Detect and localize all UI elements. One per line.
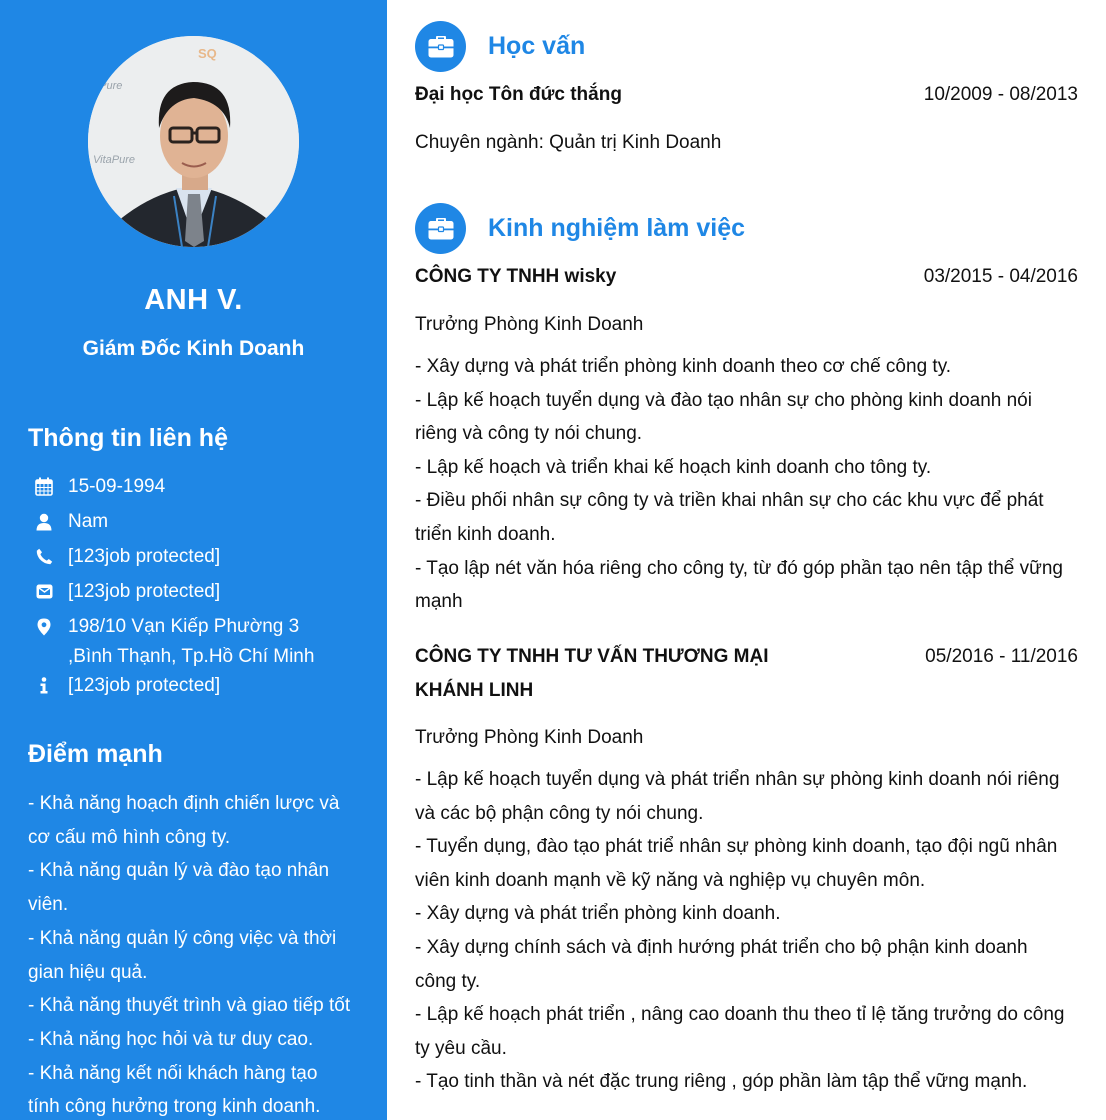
job-duty-line: - Tuyển dụng, đào tạo phát triể nhân sự phòng kinh doanh, tạo đội ngũ nhân xyxy=(415,836,1058,858)
candidate-name: ANH V. xyxy=(144,284,243,316)
contact-info xyxy=(32,671,372,701)
address-line-1: 198/10 Vạn Kiếp Phường 3 xyxy=(68,616,300,637)
job-entry-header xyxy=(415,260,1078,294)
job-duty-line: - Xây dựng chính sách và định hướng phát triển cho bộ phận kinh doanh xyxy=(415,936,1028,958)
phone-icon xyxy=(32,542,56,571)
school-name: Đại học Tôn đức thắng xyxy=(415,84,622,105)
job-duty-line: - Lập kế hoạch phát triển , nâng cao doanh thu theo tỉ lệ tăng trưởng do công xyxy=(415,1004,1065,1026)
job-duty-line: riêng và công ty nói chung. xyxy=(415,423,643,445)
job-description xyxy=(415,350,1078,619)
envelope-icon xyxy=(32,577,56,606)
company-name: CÔNG TY TNHH wisky xyxy=(415,266,617,287)
briefcase-icon xyxy=(415,203,466,254)
job-period: 05/2016 - 11/2016 xyxy=(925,646,1078,667)
job-duty-line: mạnh xyxy=(415,591,463,613)
strength-line: - Khả năng thuyết trình và giao tiếp tốt xyxy=(28,995,351,1017)
strength-line: - Khả năng học hỏi và tư duy cao. xyxy=(28,1028,314,1050)
contact-list xyxy=(32,472,372,706)
info-icon xyxy=(32,671,56,700)
education-period: 10/2009 - 08/2013 xyxy=(923,84,1078,105)
strength-line: gian hiệu quả. xyxy=(28,961,148,983)
contact-birthday xyxy=(32,472,372,502)
svg-text:aPure: aPure xyxy=(93,80,123,92)
job-duty-line: - Lập kế hoạch và triển khai kế hoạch kinh doanh cho tông ty. xyxy=(415,456,932,478)
job-duty-line: - Tạo tinh thần và nét đặc trung riêng , góp phần làm tập thể vững mạnh. xyxy=(415,1071,1028,1093)
briefcase-icon xyxy=(415,21,466,72)
job-duty-line: triển kinh doanh. xyxy=(415,523,556,545)
strength-line: - Khả năng quản lý và đào tạo nhân xyxy=(28,860,330,882)
experience-section-header xyxy=(415,203,745,254)
strengths-list xyxy=(28,787,373,1120)
job-duty-line: - Xây dựng và phát triển phòng kinh doanh. xyxy=(415,903,781,925)
strength-line: tính công hưởng trong kinh doanh. xyxy=(28,1096,321,1118)
company-name xyxy=(415,640,815,707)
strength-line: - Khả năng hoạch định chiến lược và xyxy=(28,793,340,814)
birthday-value: 15-09-1994 xyxy=(68,476,166,497)
strength-line: cơ cấu mô hình công ty. xyxy=(28,826,231,848)
user-icon xyxy=(32,507,56,536)
contact-address xyxy=(32,612,372,671)
strength-line: viên. xyxy=(28,894,69,916)
map-marker-icon xyxy=(32,612,56,641)
contact-gender xyxy=(32,507,372,537)
job-position: Trưởng Phòng Kinh Doanh xyxy=(415,727,644,748)
job-duty-line: và các bộ phận công ty nói chung. xyxy=(415,802,704,824)
candidate-job-title: Giám Đốc Kinh Doanh xyxy=(82,337,305,360)
contact-phone xyxy=(32,542,372,572)
strength-line: - Khả năng kết nối khách hàng tạo xyxy=(28,1062,318,1084)
job-duty-line: - Điều phối nhân sự công ty và triền khai nhân sự cho các khu vực để phát xyxy=(415,490,1044,512)
address-line-2: ,Bình Thạnh, Tp.Hồ Chí Minh xyxy=(68,645,315,667)
strength-line: - Khả năng quản lý công việc và thời xyxy=(28,927,337,949)
education-section-header xyxy=(415,21,585,72)
job-duty-line: - Xây dựng và phát triển phòng kinh doanh theo cơ chế công ty. xyxy=(415,356,952,377)
experience-title: Kinh nghiệm làm việc xyxy=(488,214,746,242)
job-position: Trưởng Phòng Kinh Doanh xyxy=(415,314,644,335)
email-value[interactable]: [123job protected] xyxy=(68,581,221,602)
job-duty-line: - Lập kế hoạch tuyển dụng và đào tạo nhân sự cho phòng kinh doanh nói xyxy=(415,389,1032,411)
calendar-icon xyxy=(32,472,56,501)
strengths-heading: Điểm mạnh xyxy=(28,740,163,768)
company-name-line-2: KHÁNH LINH xyxy=(415,679,534,701)
job-duty-line: viên kinh doanh mạnh về kỹ năng và nghiệp vụ chuyên môn. xyxy=(415,869,926,891)
job-duty-line: ty yêu cầu. xyxy=(415,1037,507,1059)
sidebar xyxy=(0,0,387,1120)
job-duty-line: - Tạo lập nét văn hóa riêng cho công ty, từ đó góp phần tạo nên tập thể vững xyxy=(415,557,1063,579)
job-period: 03/2015 - 04/2016 xyxy=(923,266,1078,287)
phone-value[interactable]: [123job protected] xyxy=(68,546,221,567)
profile-photo-icon xyxy=(88,36,299,247)
education-title: Học vấn xyxy=(488,32,586,60)
education-entry xyxy=(415,78,1078,112)
svg-text:SQ: SQ xyxy=(198,46,217,61)
info-value: [123job protected] xyxy=(68,675,221,696)
education-major: Chuyên ngành: Quản trị Kinh Doanh xyxy=(415,132,722,153)
job-entry-header xyxy=(415,640,1078,707)
contact-heading: Thông tin liên hệ xyxy=(28,424,228,452)
company-name-line-1: CÔNG TY TNHH TƯ VẤN THƯƠNG MẠI xyxy=(415,646,769,667)
job-description xyxy=(415,763,1078,1099)
address-value xyxy=(68,612,314,671)
job-duty-line: công ty. xyxy=(415,970,481,992)
svg-text:VitaPure: VitaPure xyxy=(93,154,135,166)
avatar xyxy=(88,36,299,247)
job-duty-line: - Lập kế hoạch tuyển dụng và phát triển nhân sự phòng kinh doanh nói riêng xyxy=(415,769,1060,790)
gender-value: Nam xyxy=(68,511,109,532)
contact-email xyxy=(32,577,372,607)
